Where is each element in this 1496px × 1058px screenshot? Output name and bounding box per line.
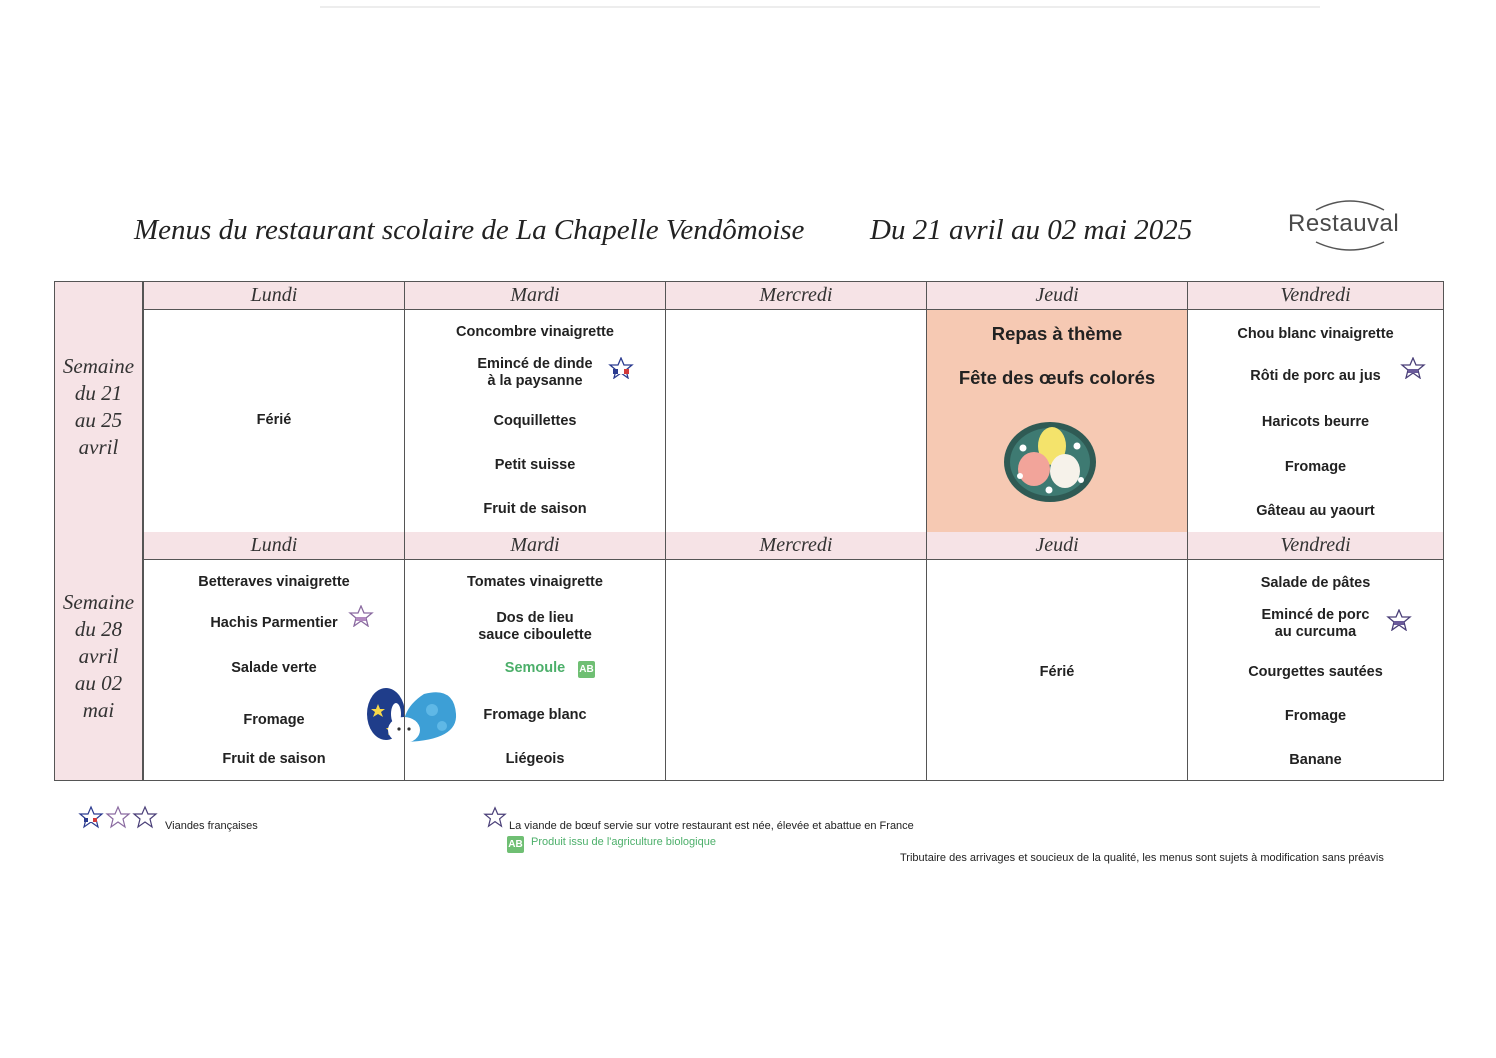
viande-francaise-badge-icon <box>608 357 634 379</box>
week-label-line: Semaine <box>62 589 135 614</box>
legend-note: Tributaire des arrivages et soucieux de la qualité, les menus sont sujets à modification sans préavis <box>900 852 1384 864</box>
menu-item: Coquillettes <box>493 413 577 429</box>
easter-eggs-nest-icon <box>1001 416 1099 504</box>
day-header-vendredi: Vendredi <box>1187 532 1443 560</box>
week-label-line: Semaine <box>62 354 135 378</box>
day-header-mercredi: Mercredi <box>665 282 926 310</box>
menu-item: Fromage <box>1284 708 1347 724</box>
day-header-vendredi: Vendredi <box>1187 282 1443 310</box>
cell-w2-mardi <box>404 560 665 780</box>
cell-w2-vendredi <box>1187 560 1443 780</box>
scan-artifact <box>320 6 1320 8</box>
menu-item: Dos de lieu <box>496 610 574 626</box>
legend-viandes: Viandes françaises <box>165 820 258 832</box>
menu-item-bio: Semoule <box>504 660 566 676</box>
day-header-mercredi: Mercredi <box>665 532 926 560</box>
cell-w2-jeudi <box>926 560 1187 780</box>
logo-text: Restauval <box>1288 210 1400 237</box>
menu-item: Férié <box>1039 664 1075 680</box>
menu-item: Emincé de porc <box>1261 607 1370 623</box>
boeuf-france-badge-icon <box>483 806 507 828</box>
theme-subtitle: Fête des œufs colorés <box>958 367 1156 388</box>
week-label-line: mai <box>82 697 115 722</box>
menu-item: Fruit de saison <box>483 501 587 517</box>
restauval-logo <box>1284 196 1416 258</box>
day-header-jeudi: Jeudi <box>926 532 1187 560</box>
page-title: Menus du restaurant scolaire de La Chapelle Vendômoise <box>134 214 805 246</box>
menu-item: Liégeois <box>505 751 565 767</box>
boeuf-francais-badge-icon <box>348 605 374 627</box>
menu-item: Gâteau au yaourt <box>1256 503 1375 519</box>
legend-boeuf: La viande de bœuf servie sur votre restaurant est née, élevée et abattue en France <box>509 820 914 832</box>
cell-w1-mardi <box>404 310 665 532</box>
day-header-jeudi: Jeudi <box>926 282 1187 310</box>
menu-item: Tomates vinaigrette <box>467 574 603 590</box>
week-label-line: avril <box>78 643 119 668</box>
menu-item: Emincé de dinde <box>477 356 593 372</box>
menu-item: au curcuma <box>1274 624 1357 640</box>
menu-item: Hachis Parmentier <box>210 615 338 631</box>
menu-item: Concombre vinaigrette <box>456 324 614 340</box>
week-label-line: du 21 <box>74 381 123 405</box>
cell-w2-lundi <box>143 560 404 780</box>
menu-item: Haricots beurre <box>1261 414 1370 430</box>
menu-item: Fromage <box>1284 459 1347 475</box>
viandes-francaises-badges-icon <box>78 805 162 829</box>
cell-w1-lundi <box>143 310 404 532</box>
theme-title: Repas à thème <box>991 323 1123 344</box>
week-label-line: au 25 <box>74 408 123 432</box>
menu-item: Fruit de saison <box>222 751 326 767</box>
menu-item: Petit suisse <box>494 457 576 473</box>
week-label-line: avril <box>78 435 119 459</box>
week-1-label <box>55 282 143 532</box>
menu-item: Salade de pâtes <box>1260 575 1371 591</box>
cell-w1-mercredi <box>665 310 926 532</box>
menu-item: Fromage <box>243 712 305 728</box>
date-range: Du 21 avril au 02 mai 2025 <box>870 214 1193 246</box>
menu-grid <box>54 281 1444 781</box>
menu-item: Férié <box>256 412 292 428</box>
bio-ab-icon: AB <box>578 661 595 678</box>
week-label-line: du 28 <box>74 616 123 641</box>
day-header-lundi: Lundi <box>143 532 404 560</box>
week-2-label <box>55 532 143 780</box>
menu-item: Courgettes sautées <box>1248 664 1383 680</box>
day-header-mardi: Mardi <box>404 532 665 560</box>
bio-ab-icon: AB <box>507 836 524 853</box>
menu-item: Betteraves vinaigrette <box>198 574 350 590</box>
day-header-mardi: Mardi <box>404 282 665 310</box>
menu-item: Salade verte <box>231 660 317 676</box>
menu-item: Banane <box>1289 752 1342 768</box>
cell-w1-jeudi-theme <box>926 310 1187 532</box>
week-label-line: au 02 <box>74 670 123 695</box>
menu-item: Rôti de porc au jus <box>1250 368 1381 384</box>
legend-bio: Produit issu de l'agriculture biologique <box>531 836 716 848</box>
menu-item: à la paysanne <box>487 373 583 389</box>
porc-francais-badge-icon <box>1400 357 1426 379</box>
menu-item: sauce ciboulette <box>478 627 592 643</box>
porc-francais-badge-icon <box>1386 609 1412 631</box>
day-header-lundi: Lundi <box>143 282 404 310</box>
cell-w1-vendredi <box>1187 310 1443 532</box>
menu-item: Chou blanc vinaigrette <box>1237 326 1394 342</box>
cell-w2-mercredi <box>665 560 926 780</box>
menu-item: Fromage blanc <box>483 707 587 723</box>
